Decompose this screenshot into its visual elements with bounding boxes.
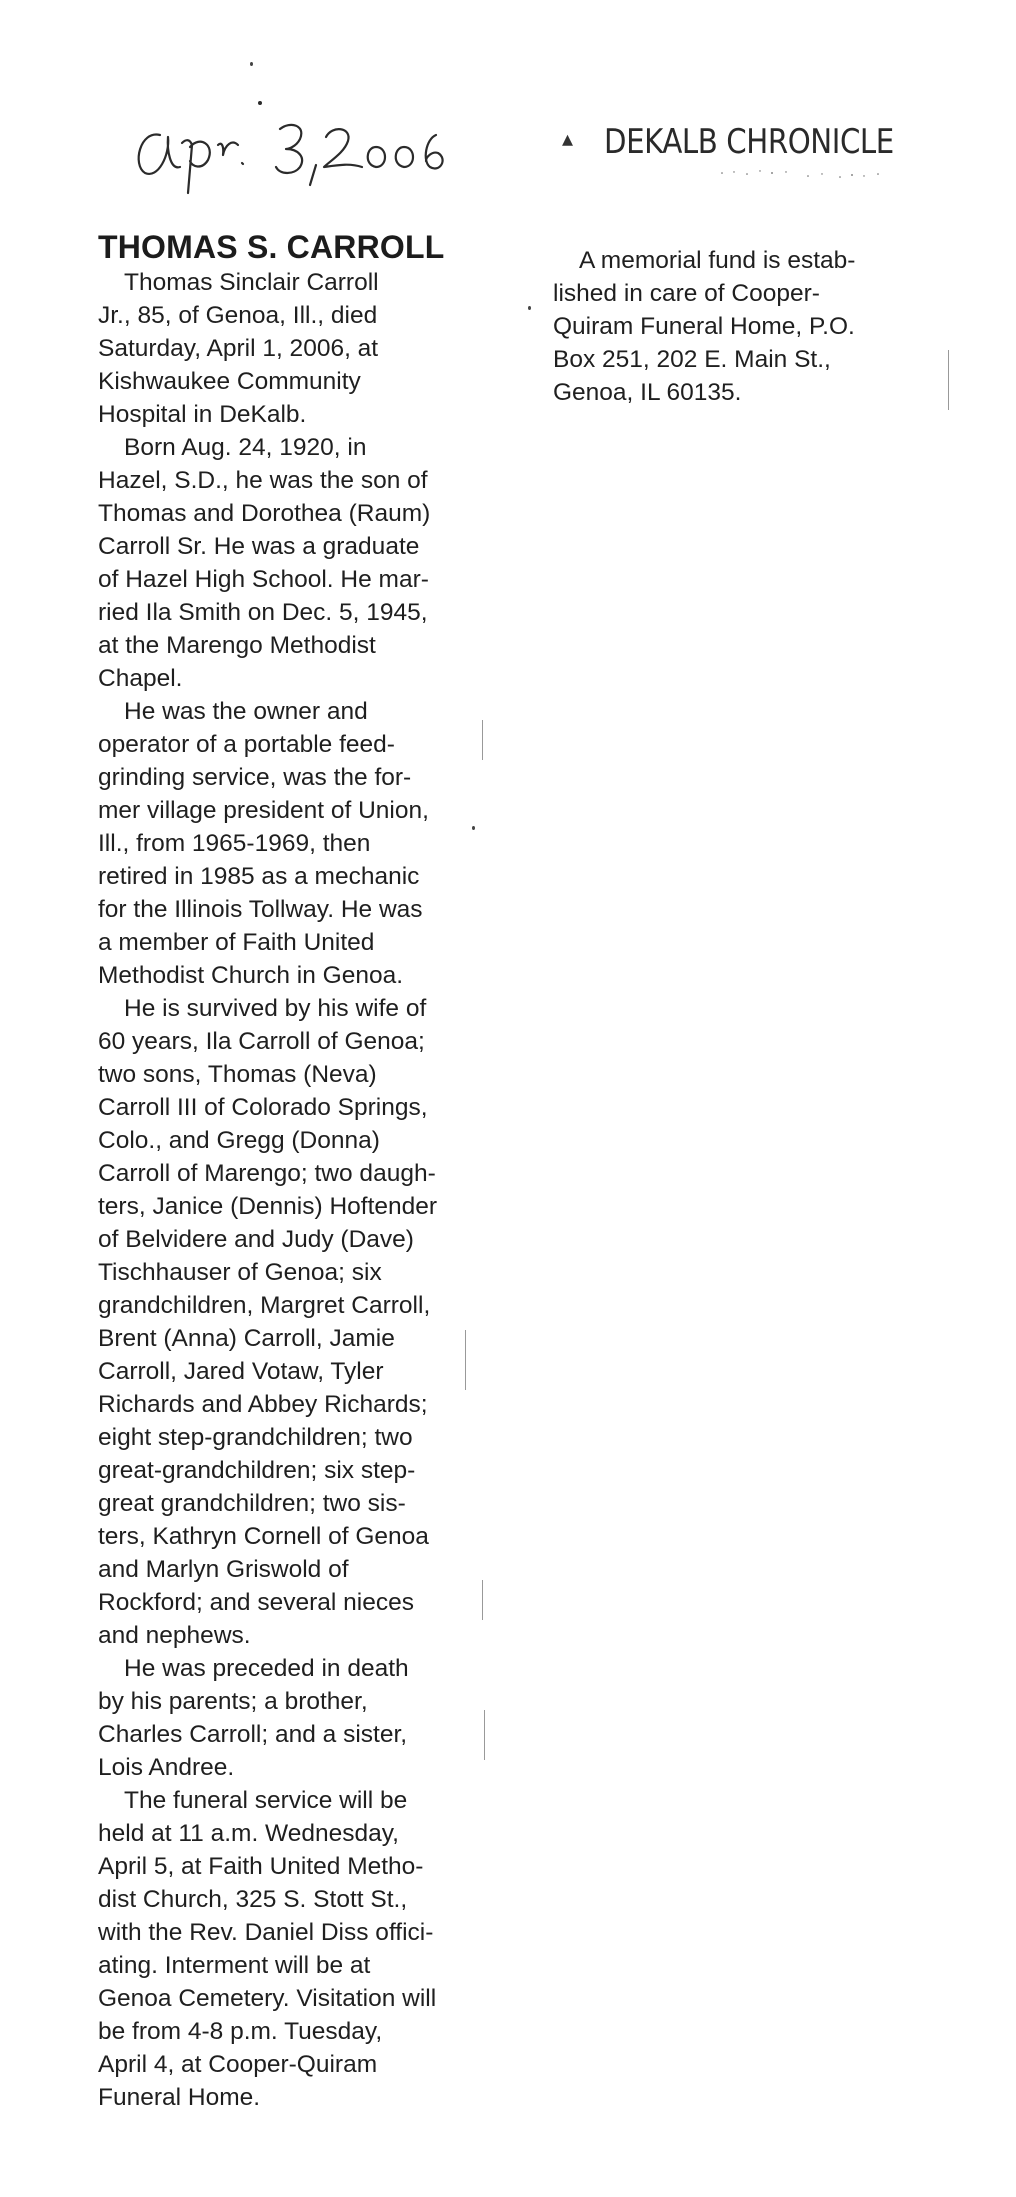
print-noise	[712, 168, 912, 182]
scan-line	[484, 1710, 485, 1760]
handwritten-date	[130, 95, 490, 205]
paragraph-memorial: A memorial fund is estab- lished in care of Cooper- Quiram Funeral Home, P.O. Box 251, 202 E. Main St., Genoa, IL 60135.	[553, 247, 856, 406]
paragraph-death: Thomas Sinclair Carroll Jr., 85, of Genoa, Ill., died Saturday, April 1, 2006, at Kishwaukee Community Hospital in DeKalb.	[98, 269, 379, 428]
scan-speck	[250, 62, 253, 66]
publication-header	[562, 122, 922, 182]
obituary-column-right	[553, 244, 933, 409]
paragraph-preceded: He was preceded in death by his parents; a brother, Charles Carroll; and a sister, Lois Andree.	[98, 1655, 409, 1781]
scan-speck	[528, 306, 531, 310]
paragraph-survivors: He is survived by his wife of 60 years, Ila Carroll of Genoa; two sons, Thomas (Neva) Carroll III of Colorado Springs, Colo., and Gregg (Donna) Carroll of Marengo; two daugh- ters, Janice (Dennis) Hoftender of Belvidere and Judy (Dave) Tischhauser of Genoa; six grandchildren, Margret Carroll, Brent (Anna) Carroll, Jamie Carroll, Jared Votaw, Tyler Richards and Abbey Richards; eight step-grandchildren; two great-grandchildren; six step- great grandchildren; two sis- ters, Kathryn Cornell of Genoa and Marlyn Griswold of Rockford; and several nieces and nephews.	[98, 995, 438, 1649]
publication-name: DEKALB CHRONICLE	[604, 122, 894, 162]
obituary-title: THOMAS S. CARROLL	[98, 229, 445, 265]
bullet-mark: ▴	[562, 126, 574, 151]
scan-line	[465, 1330, 466, 1390]
paragraph-career: He was the owner and operator of a portable feed- grinding service, was the for- mer village president of Union, Ill., from 1965-1969, then retired in 1985 as a mechanic for the Illinois Tollway. He was a member of Faith United Methodist Church in Genoa.	[98, 698, 429, 989]
scan-speck	[472, 826, 475, 830]
paragraph-birth: Born Aug. 24, 1920, in Hazel, S.D., he was the son of Thomas and Dorothea (Raum) Carroll Sr. He was a graduate of Hazel High School. He mar- ried Ila Smith on Dec. 5, 1945, at the Marengo Methodist Chapel.	[98, 434, 431, 692]
paragraph-services: The funeral service will be held at 11 a.m. Wednesday, April 5, at Faith United Metho- dist Church, 325 S. Stott St., with the Rev. Daniel Diss offici- ating. Interment will be at Genoa Cemetery. Visitation will be from 4-8 p.m. Tuesday, April 4, at Cooper-Quiram Funeral Home.	[98, 1787, 437, 2111]
scan-line	[482, 1580, 483, 1620]
obituary-column-left	[98, 228, 478, 2114]
scan-line	[482, 720, 483, 760]
scan-line	[948, 350, 949, 410]
